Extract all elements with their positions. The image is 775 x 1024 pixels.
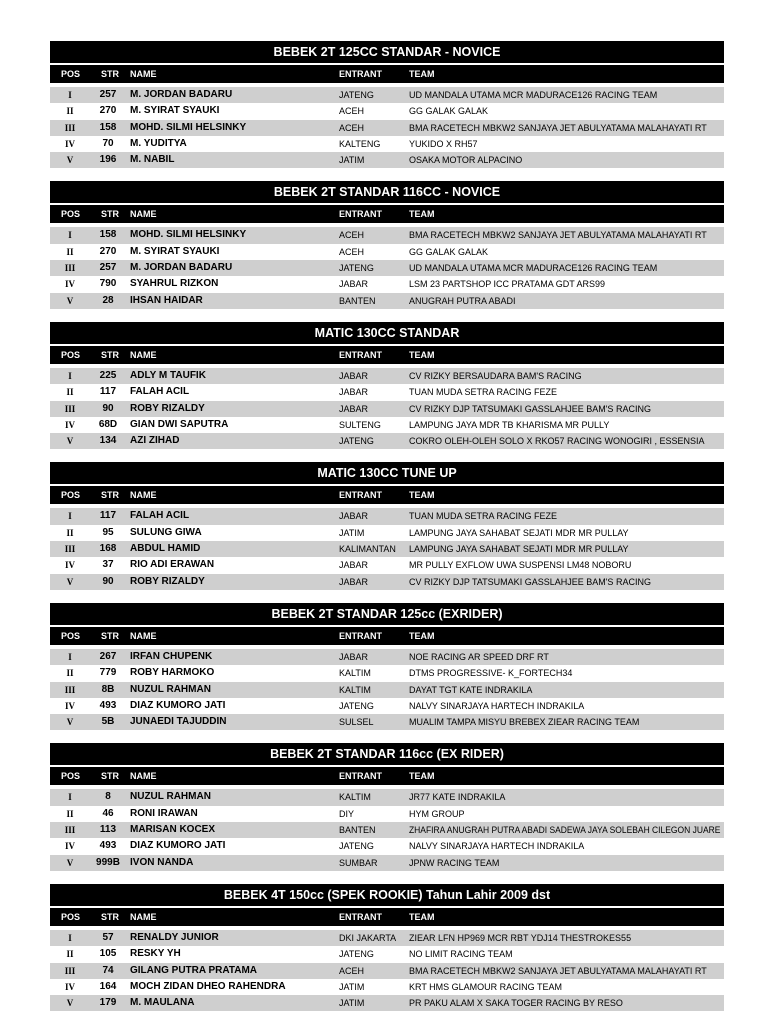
cell-pos: IV — [64, 560, 75, 571]
table-header — [50, 486, 724, 504]
cell-entrant: JABAR — [339, 387, 369, 398]
cell-pos: V — [66, 155, 74, 166]
cell-str: 493 — [99, 699, 117, 711]
header-team: TEAM — [409, 349, 435, 360]
section-title: MATIC 130CC STANDAR — [50, 322, 724, 344]
table-row — [50, 930, 724, 946]
header-str: STR — [101, 911, 119, 922]
cell-name: RENALDY JUNIOR — [130, 931, 219, 943]
cell-name: RONI IRAWAN — [130, 807, 198, 819]
header-name: NAME — [130, 630, 157, 641]
header-entrant: ENTRANT — [339, 630, 382, 641]
cell-entrant: JATIM — [339, 998, 365, 1009]
results-section — [50, 462, 724, 589]
cell-team: JR77 KATE INDRAKILA — [409, 792, 506, 803]
cell-entrant: JABAR — [339, 576, 369, 587]
section-title: BEBEK 2T 125CC STANDAR - NOVICE — [50, 41, 724, 63]
cell-pos: III — [64, 122, 76, 133]
cell-pos: II — [66, 246, 74, 257]
cell-team: COKRO OLEH-OLEH SOLO X RKO57 RACING WONOGIRI , ESSENSIA — [409, 436, 705, 447]
header-team: TEAM — [409, 69, 435, 79]
results-section — [50, 41, 724, 168]
cell-entrant: JATENG — [339, 841, 374, 852]
table-row — [50, 276, 724, 292]
table-row — [50, 508, 724, 524]
cell-team: JPNW RACING TEAM — [409, 857, 500, 868]
cell-entrant: BANTEN — [339, 295, 376, 306]
cell-team: OSAKA MOTOR ALPACINO — [409, 155, 523, 166]
cell-team: GG GALAK GALAK — [409, 106, 489, 117]
cell-team: TUAN MUDA SETRA RACING FEZE — [409, 511, 558, 522]
cell-entrant: KALTIM — [339, 668, 371, 679]
header-pos: POS — [61, 69, 81, 79]
header-name: NAME — [130, 209, 157, 220]
cell-team: KRT HMS GLAMOUR RACING TEAM — [409, 981, 563, 992]
cell-name: IVON NANDA — [130, 856, 194, 868]
table-row — [50, 227, 724, 243]
cell-str: 28 — [102, 294, 114, 306]
header-entrant: ENTRANT — [339, 771, 382, 782]
cell-name: ABDUL HAMID — [130, 543, 201, 555]
cell-name: GIAN DWI SAPUTRA — [130, 418, 229, 430]
cell-team: TUAN MUDA SETRA RACING FEZE — [409, 387, 558, 398]
cell-team: BMA RACETECH MBKW2 SANJAYA JET ABULYATAMA MALAHAYATI RT — [409, 965, 707, 976]
cell-entrant: JATIM — [339, 527, 365, 538]
header-pos: POS — [61, 630, 81, 641]
cell-pos: III — [64, 825, 76, 836]
cell-entrant: JABAR — [339, 560, 369, 571]
cell-pos: III — [64, 263, 76, 274]
cell-name: SULUNG GIWA — [130, 526, 202, 538]
cell-str: 196 — [99, 154, 117, 166]
table-header — [50, 205, 724, 223]
table-row — [50, 433, 724, 449]
table-header — [50, 346, 724, 364]
cell-pos: III — [64, 965, 76, 976]
cell-name: M. JORDAN BADARU — [130, 262, 233, 274]
table-row — [50, 120, 724, 136]
cell-str: 57 — [102, 931, 114, 943]
cell-entrant: JABAR — [339, 370, 369, 381]
header-name: NAME — [130, 349, 157, 360]
cell-team: CV RIZKY DJP TATSUMAKI GASSLAHJEE BAM'S RACING — [409, 576, 651, 587]
cell-team: DTMS PROGRESSIVE- K_FORTECH34 — [409, 668, 573, 679]
cell-team: MR PULLY EXFLOW UWA SUSPENSI LM48 NOBORU — [409, 560, 632, 571]
table-row — [50, 401, 724, 417]
results-section — [50, 322, 724, 449]
cell-entrant: JATIM — [339, 155, 365, 166]
cell-entrant: JABAR — [339, 403, 369, 414]
header-name: NAME — [130, 490, 157, 501]
cell-pos: I — [68, 511, 72, 522]
cell-name: GILANG PUTRA PRATAMA — [130, 964, 258, 976]
cell-entrant: JABAR — [339, 651, 369, 662]
cell-pos: V — [66, 295, 74, 306]
results-section — [50, 743, 724, 870]
header-team: TEAM — [409, 490, 435, 501]
table-row — [50, 87, 724, 103]
cell-team: DAYAT TGT KATE INDRAKILA — [409, 684, 533, 695]
cell-team: ZHAFIRA ANUGRAH PUTRA ABADI SADEWA JAYA SOLEBAH CILEGON JUARE — [409, 825, 721, 836]
cell-team: ZIEAR LFN HP969 MCR RBT YDJ14 THESTROKES55 — [409, 932, 632, 943]
cell-name: RIO ADI ERAWAN — [130, 559, 215, 571]
cell-name: MOCH ZIDAN DHEO RAHENDRA — [130, 980, 286, 992]
header-str: STR — [101, 771, 119, 782]
cell-str: 90 — [102, 402, 114, 414]
header-name: NAME — [130, 771, 157, 782]
cell-pos: I — [68, 651, 72, 662]
cell-entrant: JATENG — [339, 700, 374, 711]
cell-pos: IV — [64, 841, 75, 852]
cell-name: MARISAN KOCEX — [130, 824, 216, 836]
header-str: STR — [101, 349, 119, 360]
cell-name: IHSAN HAIDAR — [130, 294, 203, 306]
cell-name: ROBY HARMOKO — [130, 667, 215, 679]
cell-entrant: SULSEL — [339, 717, 374, 728]
cell-name: RESKY YH — [130, 948, 181, 960]
cell-str: 999B — [96, 856, 120, 868]
cell-entrant: KALTENG — [339, 138, 381, 149]
cell-pos: I — [68, 370, 72, 381]
header-name: NAME — [130, 69, 157, 79]
cell-entrant: SUMBAR — [339, 857, 378, 868]
results-section — [50, 181, 724, 308]
cell-pos: V — [66, 857, 74, 868]
cell-entrant: KALTIM — [339, 792, 371, 803]
cell-team: UD MANDALA UTAMA MCR MADURACE126 RACING TEAM — [409, 263, 658, 274]
cell-name: JUNAEDI TAJUDDIN — [130, 716, 227, 728]
cell-str: 8 — [105, 791, 111, 803]
cell-team: MUALIM TAMPA MISYU BREBEX ZIEAR RACING TEAM — [409, 717, 640, 728]
cell-name: DIAZ KUMORO JATI — [130, 699, 226, 711]
cell-str: 70 — [102, 137, 114, 149]
cell-team: LAMPUNG JAYA SAHABAT SEJATI MDR MR PULLAY — [409, 527, 629, 538]
header-pos: POS — [61, 209, 81, 220]
results-sheet — [50, 41, 724, 1011]
cell-entrant: ACEH — [339, 122, 365, 133]
cell-entrant: DKI JAKARTA — [339, 932, 397, 943]
cell-pos: II — [66, 106, 74, 117]
cell-team: CV RIZKY BERSAUDARA BAM'S RACING — [409, 370, 582, 381]
cell-entrant: JATENG — [339, 90, 374, 100]
cell-pos: II — [66, 808, 74, 819]
cell-str: 74 — [102, 964, 114, 976]
cell-entrant: JATIM — [339, 981, 365, 992]
cell-str: 267 — [99, 650, 117, 662]
table-row — [50, 649, 724, 665]
cell-team: LSM 23 PARTSHOP ICC PRATAMA GDT ARS99 — [409, 279, 606, 290]
header-pos: POS — [61, 490, 81, 501]
table-row — [50, 541, 724, 557]
cell-entrant: JATENG — [339, 949, 374, 960]
cell-pos: I — [68, 932, 72, 943]
table-row — [50, 963, 724, 979]
table-header — [50, 908, 724, 926]
cell-team: BMA RACETECH MBKW2 SANJAYA JET ABULYATAMA MALAHAYATI RT — [409, 230, 707, 241]
cell-team: LAMPUNG JAYA MDR TB KHARISMA MR PULLY — [409, 419, 610, 430]
header-team: TEAM — [409, 771, 435, 782]
table-row — [50, 979, 724, 995]
cell-str: 95 — [102, 526, 114, 538]
cell-str: 270 — [99, 245, 117, 257]
cell-pos: V — [66, 436, 74, 447]
header-team: TEAM — [409, 630, 435, 641]
cell-team: GG GALAK GALAK — [409, 246, 489, 257]
table-row — [50, 152, 724, 168]
cell-name: ROBY RIZALDY — [130, 402, 205, 414]
table-header — [50, 767, 724, 785]
cell-pos: IV — [64, 419, 75, 430]
cell-entrant: JATENG — [339, 263, 374, 274]
cell-str: 257 — [99, 262, 117, 274]
cell-entrant: KALTIM — [339, 684, 371, 695]
table-row — [50, 136, 724, 152]
cell-pos: V — [66, 717, 74, 728]
cell-pos: I — [68, 230, 72, 241]
cell-team: PR PAKU ALAM X SAKA TOGER RACING BY RESO — [409, 998, 623, 1009]
section-title: MATIC 130CC TUNE UP — [50, 462, 724, 484]
cell-name: NUZUL RAHMAN — [130, 683, 211, 695]
cell-entrant: JABAR — [339, 511, 369, 522]
table-row — [50, 244, 724, 260]
cell-str: 225 — [99, 369, 117, 381]
table-row — [50, 417, 724, 433]
cell-str: 779 — [99, 667, 117, 679]
header-name: NAME — [130, 911, 157, 922]
header-entrant: ENTRANT — [339, 209, 382, 220]
header-entrant: ENTRANT — [339, 490, 382, 501]
cell-team: LAMPUNG JAYA SAHABAT SEJATI MDR MR PULLAY — [409, 544, 629, 555]
table-row — [50, 995, 724, 1011]
cell-entrant: JABAR — [339, 279, 369, 290]
table-row — [50, 714, 724, 730]
table-header — [50, 627, 724, 645]
cell-pos: III — [64, 684, 76, 695]
cell-name: IRFAN CHUPENK — [130, 650, 213, 662]
cell-name: M. SYIRAT SYAUKI — [130, 105, 220, 117]
cell-pos: IV — [64, 981, 75, 992]
cell-pos: II — [66, 668, 74, 679]
table-row — [50, 665, 724, 681]
cell-name: MOHD. SILMI HELSINKY — [130, 121, 247, 133]
cell-entrant: DIY — [339, 808, 355, 819]
table-row — [50, 557, 724, 573]
table-row — [50, 260, 724, 276]
cell-name: ROBY RIZALDY — [130, 575, 205, 587]
table-row — [50, 384, 724, 400]
cell-entrant: KALIMANTAN — [339, 544, 396, 555]
header-pos: POS — [61, 349, 81, 360]
section-title: BEBEK 4T 150cc (SPEK ROOKIE) Tahun Lahir 2009 dst — [50, 884, 724, 906]
header-str: STR — [101, 69, 119, 79]
cell-str: 158 — [99, 229, 117, 241]
cell-name: FALAH ACIL — [130, 510, 190, 522]
cell-team: NALVY SINARJAYA HARTECH INDRAKILA — [409, 841, 585, 852]
cell-str: 105 — [99, 948, 117, 960]
header-str: STR — [101, 209, 119, 220]
cell-team: YUKIDO X RH57 — [409, 138, 478, 149]
header-str: STR — [101, 630, 119, 641]
section-title: BEBEK 2T STANDAR 116cc (EX RIDER) — [50, 743, 724, 765]
cell-str: 8B — [101, 683, 115, 695]
header-str: STR — [101, 490, 119, 501]
cell-team: UD MANDALA UTAMA MCR MADURACE126 RACING TEAM — [409, 90, 658, 100]
table-row — [50, 574, 724, 590]
table-row — [50, 822, 724, 838]
header-pos: POS — [61, 771, 81, 782]
results-section — [50, 603, 724, 730]
cell-str: 790 — [99, 278, 117, 290]
cell-name: M. JORDAN BADARU — [130, 89, 233, 100]
table-row — [50, 838, 724, 854]
cell-str: 168 — [99, 543, 117, 555]
cell-str: 68D — [98, 418, 118, 430]
cell-team: NALVY SINARJAYA HARTECH INDRAKILA — [409, 700, 585, 711]
header-team: TEAM — [409, 911, 435, 922]
cell-str: 90 — [102, 575, 114, 587]
header-team: TEAM — [409, 209, 435, 220]
cell-str: 164 — [99, 980, 117, 992]
cell-str: 5B — [101, 716, 115, 728]
cell-pos: V — [66, 998, 74, 1009]
cell-str: 117 — [99, 510, 117, 522]
results-section — [50, 884, 724, 1011]
cell-str: 493 — [99, 840, 117, 852]
cell-str: 134 — [99, 435, 117, 447]
cell-pos: I — [68, 792, 72, 803]
cell-str: 158 — [99, 121, 117, 133]
cell-str: 270 — [99, 105, 117, 117]
cell-entrant: ACEH — [339, 106, 365, 117]
cell-str: 46 — [102, 807, 114, 819]
cell-str: 257 — [99, 89, 117, 100]
cell-name: SYAHRUL RIZKON — [130, 278, 219, 290]
cell-name: AZI ZIHAD — [130, 435, 180, 447]
cell-str: 179 — [99, 997, 117, 1009]
cell-pos: V — [66, 576, 74, 587]
cell-str: 117 — [99, 386, 117, 398]
cell-pos: IV — [64, 279, 75, 290]
cell-name: DIAZ KUMORO JATI — [130, 840, 226, 852]
cell-pos: IV — [64, 700, 75, 711]
cell-entrant: ACEH — [339, 230, 365, 241]
section-title: BEBEK 2T STANDAR 116CC - NOVICE — [50, 181, 724, 203]
section-title: BEBEK 2T STANDAR 125cc (EXRIDER) — [50, 603, 724, 625]
cell-entrant: SULTENG — [339, 419, 381, 430]
cell-team: HYM GROUP — [409, 808, 465, 819]
cell-name: M. MAULANA — [130, 997, 195, 1009]
table-header — [50, 65, 724, 83]
cell-team: CV RIZKY DJP TATSUMAKI GASSLAHJEE BAM'S RACING — [409, 403, 651, 414]
cell-pos: III — [64, 403, 76, 414]
cell-pos: IV — [64, 138, 75, 149]
header-entrant: ENTRANT — [339, 349, 382, 360]
cell-team: ANUGRAH PUTRA ABADI — [409, 295, 516, 306]
cell-team: NO LIMIT RACING TEAM — [409, 949, 513, 960]
cell-name: FALAH ACIL — [130, 386, 190, 398]
cell-entrant: ACEH — [339, 246, 365, 257]
table-row — [50, 525, 724, 541]
header-entrant: ENTRANT — [339, 69, 382, 79]
cell-str: 113 — [99, 824, 117, 836]
cell-name: MOHD. SILMI HELSINKY — [130, 229, 247, 241]
cell-name: ADLY M TAUFIK — [130, 369, 206, 381]
cell-name: M. SYIRAT SYAUKI — [130, 245, 220, 257]
cell-name: M. NABIL — [130, 154, 175, 166]
cell-entrant: BANTEN — [339, 825, 376, 836]
header-pos: POS — [61, 911, 81, 922]
cell-name: NUZUL RAHMAN — [130, 791, 211, 803]
table-row — [50, 698, 724, 714]
cell-pos: II — [66, 387, 74, 398]
table-row — [50, 789, 724, 805]
cell-pos: II — [66, 527, 74, 538]
cell-entrant: ACEH — [339, 965, 365, 976]
header-entrant: ENTRANT — [339, 911, 382, 922]
cell-pos: I — [68, 90, 72, 100]
table-row — [50, 806, 724, 822]
cell-pos: II — [66, 949, 74, 960]
cell-entrant: JATENG — [339, 436, 374, 447]
table-row — [50, 946, 724, 962]
cell-name: M. YUDITYA — [130, 137, 187, 149]
table-row — [50, 682, 724, 698]
cell-team: NOE RACING AR SPEED DRF RT — [409, 651, 549, 662]
cell-team: BMA RACETECH MBKW2 SANJAYA JET ABULYATAMA MALAHAYATI RT — [409, 122, 707, 133]
table-row — [50, 368, 724, 384]
table-row — [50, 293, 724, 309]
table-row — [50, 855, 724, 871]
table-row — [50, 103, 724, 119]
cell-str: 37 — [102, 559, 114, 571]
cell-pos: III — [64, 544, 76, 555]
